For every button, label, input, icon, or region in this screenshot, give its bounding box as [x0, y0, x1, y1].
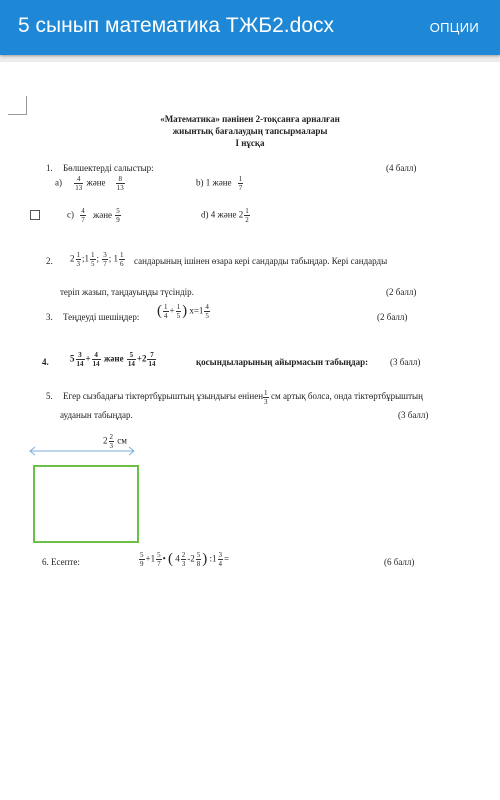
- fraction: $\frac{2}{3}$: [181, 551, 186, 568]
- q4-points: (3 балл): [390, 357, 421, 367]
- fraction: $\frac{3}{7}$: [103, 251, 107, 268]
- q4-expression: 5 $\frac{3}{14}$ + $\frac{4}{14}$ және $\frac{5}{14}$ +2 $\frac{7}{14}$: [70, 351, 156, 368]
- options-button[interactable]: ОПЦИИ: [429, 20, 479, 35]
- fraction: $\frac{5}{8}$: [196, 551, 201, 568]
- q3-points: (2 балл): [377, 312, 408, 322]
- q3-text: Теңдеуді шешіңдер:: [63, 312, 140, 322]
- heading-line-1: «Математика» пәнінен 2-тоқсанға арналған: [160, 114, 340, 124]
- q4-join: және: [103, 353, 124, 364]
- q2-text: сандарының ішінен өзара кері сандарды табыңдар. Кері сандарды: [134, 256, 388, 266]
- q1-text: Бөлшектерді салыстыр:: [63, 163, 154, 173]
- fraction: $\frac{4}{13}$: [75, 175, 83, 192]
- fraction: $\frac{1}{5}$: [176, 303, 181, 320]
- fraction: $\frac{1}{4}$: [164, 303, 168, 320]
- q1-c-label: c): [67, 209, 74, 220]
- q1-a: [55, 175, 126, 192]
- fraction: $\frac{1}{3}$: [76, 251, 80, 268]
- fraction: $\frac{4}{7}$: [81, 207, 85, 224]
- fraction: $\frac{1}{2}$: [245, 207, 249, 224]
- heading-line-2: жиынтық бағалаудың тапсырмалары: [172, 126, 328, 136]
- fraction: $\frac{7}{14}$: [148, 351, 156, 368]
- fraction: $\frac{5}{9}$: [140, 551, 144, 568]
- q5-points: (3 балл): [398, 410, 429, 420]
- fraction: $\frac{1}{5}$: [91, 251, 95, 268]
- app-bar: [0, 0, 500, 55]
- q1-a-join: және: [86, 177, 106, 188]
- rect-dimension-label: 2 $\frac{2}{3}$ см: [103, 433, 127, 450]
- checkbox-icon[interactable]: [30, 210, 40, 220]
- q1-b: [196, 175, 244, 192]
- q5-text-2: ауданын табыңдар.: [60, 410, 133, 420]
- document-title: 5 сынып математика ТЖБ2.docx: [18, 14, 334, 37]
- q3-eq-text: x=1: [189, 305, 204, 316]
- double-arrow-icon: [28, 446, 136, 456]
- q6-tail: =: [224, 553, 230, 564]
- rectangle-figure: [33, 465, 139, 543]
- fraction: $\frac{4}{14}$: [92, 351, 100, 368]
- fraction: $\frac{8}{13}$: [116, 175, 124, 192]
- q3-number: 3.: [46, 312, 53, 322]
- q6-expression: $\frac{5}{9}$ +1 $\frac{5}{7}$ • ( 4 $\frac{2}{3}$ -2 $\frac{5}{8}$ ) :1 $\frac{3}{4}$ =: [140, 551, 230, 568]
- fraction: $\frac{4}{5}$: [205, 303, 209, 320]
- q1-b-label: b) 1 және: [196, 177, 232, 188]
- q1-c-join: және: [93, 209, 113, 220]
- fraction: $\frac{5}{7}$: [157, 551, 161, 568]
- fraction: $\frac{3}{4}$: [218, 551, 222, 568]
- q4-text: қосындыларының айырмасын табыңдар:: [196, 357, 369, 367]
- q1-d: [201, 207, 251, 224]
- fraction: $\frac{5}{9}$: [116, 207, 120, 224]
- q2-points: (2 балл): [386, 287, 417, 297]
- q2-numbers: 2 $\frac{1}{3}$ ;1 $\frac{1}{5}$ ; $\frac{3}{7}$ ; 1 $\frac{1}{6}$: [70, 251, 124, 268]
- q1-points: (4 балл): [386, 163, 417, 173]
- fraction: $\frac{1}{6}$: [120, 251, 124, 268]
- q1-c: [67, 207, 122, 224]
- q6-points: (6 балл): [384, 557, 415, 567]
- q5-text: Егер сызбадағы тіктөртбұрыштың ұзындығы енінен: [63, 391, 264, 401]
- q2-number: 2.: [46, 256, 53, 266]
- page-corner-mark: [8, 96, 27, 115]
- q5-text-b: см артық болса, онда тіктөртбұрыштың: [271, 391, 423, 401]
- dimension-unit: см: [117, 435, 127, 446]
- q3-equation: ( $\frac{1}{4}$ + $\frac{1}{5}$ ) x=1 $\frac{4}{5}$: [157, 303, 209, 320]
- heading-line-3: І нұсқа: [235, 138, 265, 148]
- q6-label: 6. Есепте:: [42, 557, 80, 567]
- q4-number: 4.: [42, 357, 49, 367]
- fraction: $\frac{5}{14}$: [127, 351, 135, 368]
- q1-d-label: d) 4 және 2: [201, 209, 244, 220]
- q5-number: 5.: [46, 391, 53, 401]
- q1-number: 1.: [46, 163, 53, 173]
- fraction: $\frac{1}{3}$: [264, 389, 268, 406]
- q2-text-2: теріп жазып, таңдауыңды түсіндір.: [60, 287, 194, 297]
- fraction: $\frac{2}{3}$: [109, 433, 113, 450]
- fraction: $\frac{3}{14}$: [76, 351, 84, 368]
- q1-a-label: a): [55, 177, 62, 188]
- fraction: $\frac{1}{7}$: [238, 175, 243, 192]
